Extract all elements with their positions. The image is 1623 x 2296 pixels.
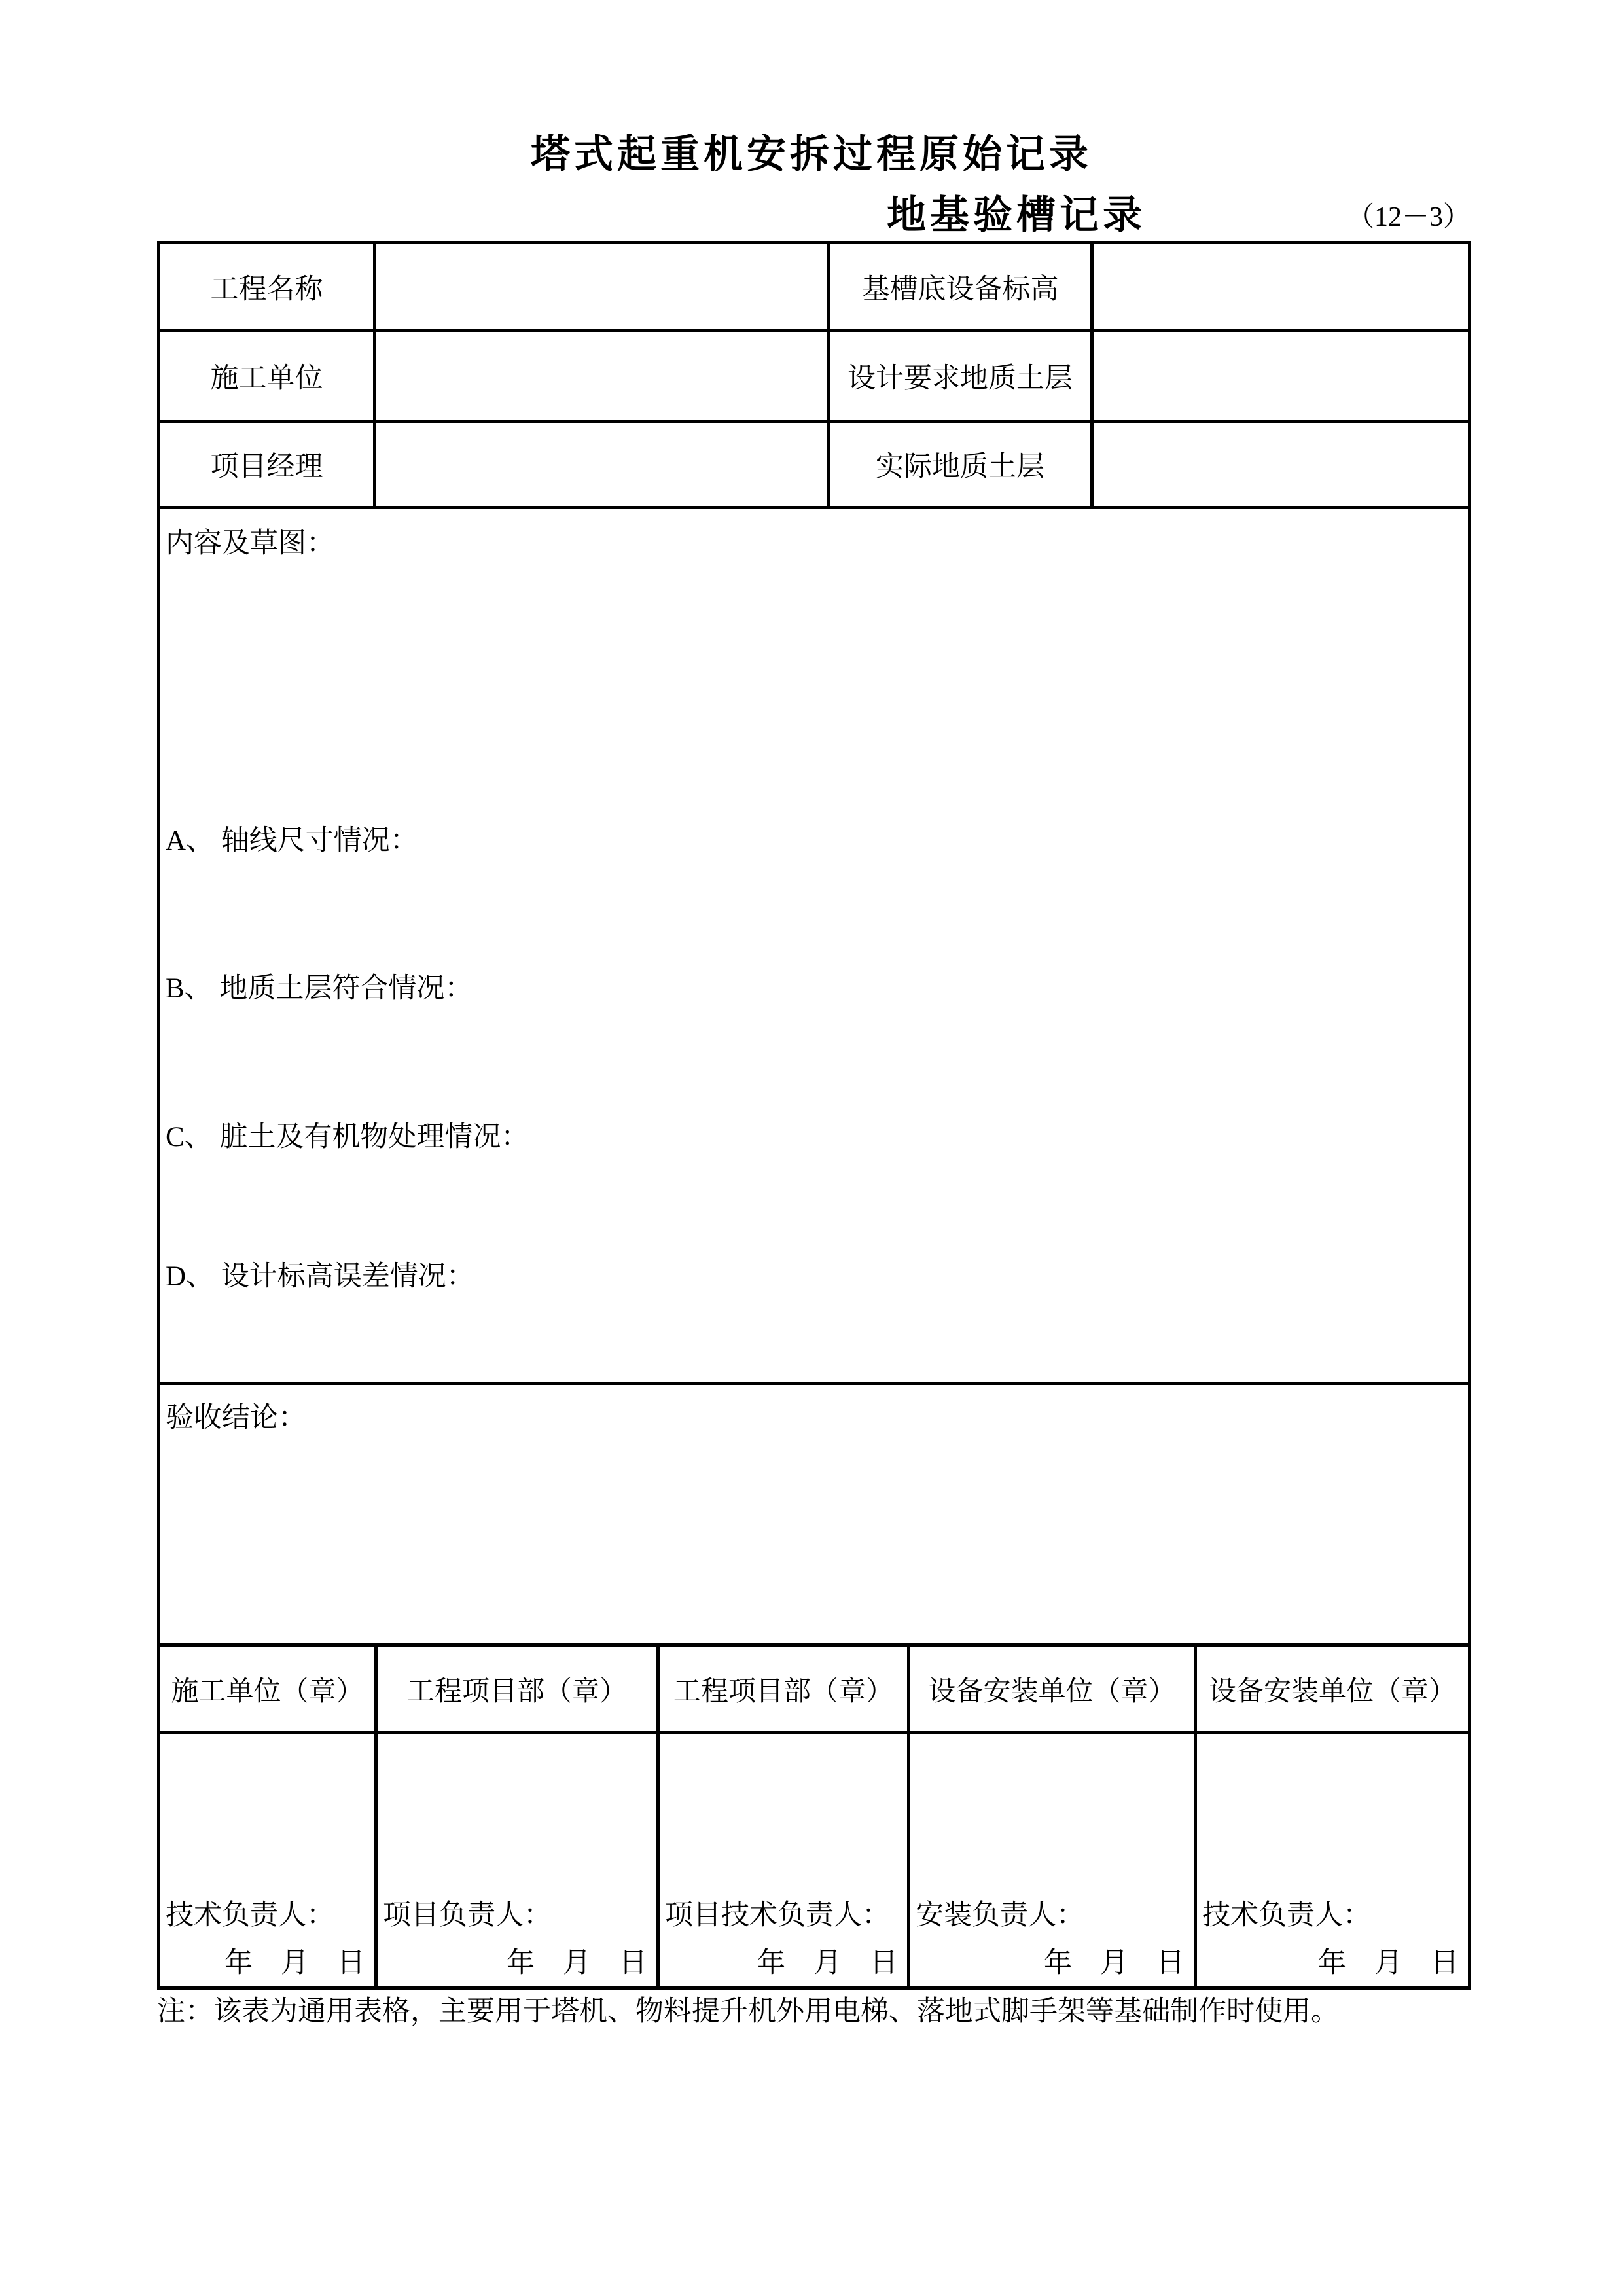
- construction-unit-signature-area[interactable]: [160, 1734, 378, 1986]
- project-manager-field[interactable]: [376, 423, 830, 506]
- acceptance-conclusion-heading: 验收结论：: [166, 1403, 306, 1433]
- project-dept-seal-header-2: 工程项目部（章）: [660, 1647, 910, 1731]
- project-manager-label: 项目经理: [160, 423, 376, 506]
- design-required-soil-field[interactable]: [1094, 332, 1468, 420]
- install-unit-signature-area-1[interactable]: [910, 1734, 1197, 1986]
- project-name-label: 工程名称: [160, 244, 376, 329]
- item-b-soil-conformity-label: B、 地质土层符合情况：: [166, 973, 473, 1004]
- acceptance-conclusion-area[interactable]: [160, 1385, 1468, 1647]
- signature-body-row: [160, 1734, 1468, 1986]
- date-placeholder-3: 年 月 日: [757, 1948, 898, 1979]
- design-required-soil-label: 设计要求地质土层: [830, 332, 1094, 420]
- record-form-table: [157, 241, 1471, 1990]
- info-row-project-manager: [160, 423, 1468, 509]
- trench-bottom-elevation-field[interactable]: [1094, 244, 1468, 329]
- actual-soil-label: 实际地质土层: [830, 423, 1094, 506]
- equipment-install-unit-seal-header-2: 设备安装单位（章）: [1208, 1676, 1456, 1707]
- installation-leader-label: 安装负责人：: [916, 1900, 1084, 1931]
- item-d-design-elevation-error-label: D、 设计标高误差情况：: [166, 1261, 474, 1292]
- trench-bottom-elevation-label: 基槽底设备标高: [830, 244, 1094, 329]
- form-number: （12－3）: [1347, 202, 1471, 232]
- info-row-project-name: [160, 244, 1468, 332]
- content-sketch-heading: 内容及草图：: [166, 528, 334, 559]
- item-c-dirty-soil-organics-label: C、 脏土及有机物处理情况：: [166, 1122, 529, 1153]
- actual-soil-field[interactable]: [1094, 423, 1468, 506]
- signature-header-row: [160, 1647, 1468, 1734]
- technical-director-label-2: 技术负责人：: [1202, 1900, 1371, 1931]
- date-placeholder-2: 年 月 日: [507, 1948, 647, 1979]
- date-placeholder-1: 年 月 日: [224, 1948, 365, 1979]
- info-row-construction-unit: [160, 332, 1468, 423]
- project-dept-signature-area-1[interactable]: [378, 1734, 660, 1986]
- equipment-install-unit-seal-header-1: 设备安装单位（章）: [910, 1647, 1197, 1731]
- construction-unit-field[interactable]: [376, 332, 830, 420]
- technical-director-label-1: 技术负责人：: [166, 1900, 334, 1931]
- construction-unit-seal-header: 施工单位（章）: [160, 1647, 378, 1731]
- form-subtitle: 地基验槽记录: [887, 194, 1146, 237]
- footer-note: 注：该表为通用表格，主要用于塔机、物料提升机外用电梯、落地式脚手架等基础制作时使用。: [157, 1996, 1339, 2027]
- date-placeholder-5: 年 月 日: [1318, 1948, 1459, 1979]
- project-technical-leader-label: 项目技术负责人：: [665, 1900, 890, 1931]
- construction-unit-label: 施工单位: [160, 332, 376, 420]
- project-dept-signature-area-2[interactable]: [660, 1734, 910, 1986]
- project-leader-label: 项目负责人：: [383, 1900, 552, 1931]
- content-sketch-area[interactable]: [160, 509, 1468, 1385]
- project-dept-seal-header-1: 工程项目部（章）: [378, 1647, 660, 1731]
- project-name-field[interactable]: [376, 244, 830, 329]
- install-unit-signature-area-2[interactable]: [1197, 1734, 1468, 1986]
- document-title: 塔式起重机安拆过程原始记录: [531, 133, 1092, 176]
- date-placeholder-4: 年 月 日: [1044, 1948, 1185, 1979]
- item-a-axis-dimensions-label: A、 轴线尺寸情况：: [166, 825, 418, 856]
